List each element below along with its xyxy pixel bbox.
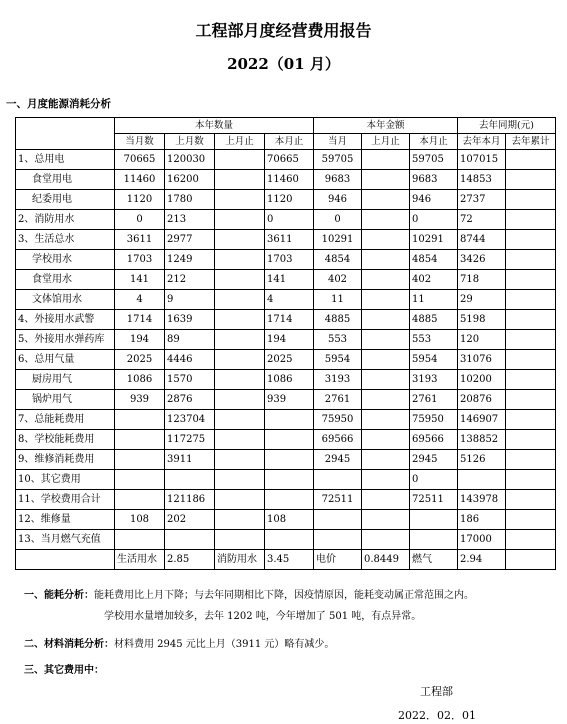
table-row: [16, 270, 556, 290]
table-cell: 5954: [314, 350, 362, 370]
table-cell: 186: [458, 510, 506, 530]
price-row: [16, 550, 556, 570]
row-label: 1、总用电: [16, 150, 115, 170]
table-cell: 0: [265, 210, 314, 230]
table-cell: 70665: [265, 150, 314, 170]
row-label: 食堂用电: [16, 170, 115, 190]
table-cell: [215, 250, 265, 270]
table-cell: [506, 470, 556, 490]
table-row: [16, 190, 556, 210]
table-cell: [506, 250, 556, 270]
table-cell: 2945: [314, 450, 362, 470]
row-label: 11、学校费用合计: [16, 490, 115, 510]
table-cell: [215, 450, 265, 470]
table-cell: [362, 510, 410, 530]
table-row: [16, 210, 556, 230]
table-cell: 1086: [265, 370, 314, 390]
table-cell: [410, 530, 458, 550]
table-cell: [314, 510, 362, 530]
table-cell: [215, 470, 265, 490]
table-cell: [215, 410, 265, 430]
table-cell: 553: [410, 330, 458, 350]
table-cell: 121186: [165, 490, 215, 510]
table-cell: [115, 470, 165, 490]
table-cell: 2761: [314, 390, 362, 410]
table-cell: [165, 470, 215, 490]
table-cell: 2945: [410, 450, 458, 470]
table-cell: [215, 350, 265, 370]
table-cell: 194: [115, 330, 165, 350]
table-cell: 2737: [458, 190, 506, 210]
table-cell: [215, 230, 265, 250]
table-cell: [362, 210, 410, 230]
table-cell: 123704: [165, 410, 215, 430]
table-cell: [506, 410, 556, 430]
table-cell: 89: [165, 330, 215, 350]
table-cell: [265, 410, 314, 430]
table-cell: [215, 210, 265, 230]
table-cell: 8744: [458, 230, 506, 250]
table-cell: [362, 170, 410, 190]
col-header: 当月数: [115, 134, 165, 150]
table-cell: 718: [458, 270, 506, 290]
table-row: [16, 430, 556, 450]
row-label: 8、学校能耗费用: [16, 430, 115, 450]
table-cell: [506, 530, 556, 550]
table-cell: 2761: [410, 390, 458, 410]
price-label: 电价: [314, 550, 362, 570]
table-cell: [362, 230, 410, 250]
table-cell: [115, 450, 165, 470]
table-cell: [506, 490, 556, 510]
table-cell: 212: [165, 270, 215, 290]
col-header: 去年本月: [458, 134, 506, 150]
table-cell: 120030: [165, 150, 215, 170]
table-cell: [506, 270, 556, 290]
table-cell: 9683: [410, 170, 458, 190]
col-header: 去年累计: [506, 134, 556, 150]
table-cell: [115, 530, 165, 550]
row-label: 锅炉用气: [16, 390, 115, 410]
note-material: [24, 638, 334, 652]
table-row: [16, 290, 556, 310]
table-cell: 16200: [165, 170, 215, 190]
table-cell: [362, 250, 410, 270]
section-heading-energy: 一、月度能源消耗分析: [6, 98, 111, 110]
price-value: 2.94: [458, 550, 506, 570]
table-cell: 4885: [410, 310, 458, 330]
table-cell: [165, 530, 215, 550]
table-cell: [410, 510, 458, 530]
table-cell: 202: [165, 510, 215, 530]
table-cell: [362, 470, 410, 490]
report-title: 工程部月度经营费用报告: [195, 21, 372, 40]
table-row: [16, 310, 556, 330]
table-row: [16, 490, 556, 510]
table-row: [16, 390, 556, 410]
col-header: 上月止: [362, 134, 410, 150]
table-cell: 31076: [458, 350, 506, 370]
table-cell: 107015: [458, 150, 506, 170]
table-cell: 72511: [314, 490, 362, 510]
table-cell: 0: [410, 470, 458, 490]
price-value: 2.85: [165, 550, 215, 570]
table-cell: 5126: [458, 450, 506, 470]
row-label: 文体馆用水: [16, 290, 115, 310]
row-label: 12、维修量: [16, 510, 115, 530]
table-cell: 9683: [314, 170, 362, 190]
row-label: 7、总能耗费用: [16, 410, 115, 430]
price-value: 3.45: [265, 550, 314, 570]
table-cell: 2876: [165, 390, 215, 410]
table-cell: 946: [314, 190, 362, 210]
table-cell: [362, 310, 410, 330]
table-row: [16, 530, 556, 550]
table-cell: [506, 330, 556, 350]
table-cell: 0: [410, 210, 458, 230]
table-cell: 553: [314, 330, 362, 350]
table-cell: 3426: [458, 250, 506, 270]
table-cell: 29: [458, 290, 506, 310]
table-cell: [506, 150, 556, 170]
table-cell: 0: [314, 210, 362, 230]
table-cell: [215, 390, 265, 410]
table-cell: [265, 450, 314, 470]
table-cell: 213: [165, 210, 215, 230]
table-cell: [458, 470, 506, 490]
table-cell: 402: [314, 270, 362, 290]
table-row: [16, 250, 556, 270]
table-cell: [362, 490, 410, 510]
table-cell: [362, 370, 410, 390]
row-label: 10、其它费用: [16, 470, 115, 490]
table-cell: 946: [410, 190, 458, 210]
table-cell: 69566: [410, 430, 458, 450]
table-cell: [362, 290, 410, 310]
energy-table: [15, 117, 556, 570]
table-cell: 194: [265, 330, 314, 350]
table-cell: [506, 290, 556, 310]
table-cell: [506, 370, 556, 390]
table-cell: 141: [115, 270, 165, 290]
table-cell: 1639: [165, 310, 215, 330]
table-cell: [506, 210, 556, 230]
table-cell: [362, 190, 410, 210]
row-label: 学校用水: [16, 250, 115, 270]
table-cell: [506, 230, 556, 250]
table-cell: [215, 310, 265, 330]
price-value: 0.8449: [362, 550, 410, 570]
table-cell: [506, 430, 556, 450]
table-cell: [265, 470, 314, 490]
price-label: 生活用水: [115, 550, 165, 570]
row-label: 13、当月燃气充值: [16, 530, 115, 550]
table-cell: 117275: [165, 430, 215, 450]
col-header: 当月: [314, 134, 362, 150]
table-cell: [215, 370, 265, 390]
row-label: 3、生活总水: [16, 230, 115, 250]
price-label: 燃气: [410, 550, 458, 570]
table-cell: 11460: [265, 170, 314, 190]
table-cell: [506, 390, 556, 410]
table-cell: [215, 270, 265, 290]
table-cell: 3193: [410, 370, 458, 390]
table-cell: [506, 450, 556, 470]
table-cell: [362, 350, 410, 370]
table-cell: 3911: [165, 450, 215, 470]
signature-dept: 工程部: [420, 685, 453, 698]
table-cell: [314, 470, 362, 490]
report-subtitle: 2022（01 月）: [227, 55, 340, 73]
table-cell: 2977: [165, 230, 215, 250]
row-label: 9、维修消耗费用: [16, 450, 115, 470]
table-cell: [215, 430, 265, 450]
table-cell: 1120: [115, 190, 165, 210]
note-material-text: 材料费用 2945 元比上月（3911 元）略有减少。: [114, 639, 335, 650]
table-cell: [115, 410, 165, 430]
row-label: 5、外接用水弹药库: [16, 330, 115, 350]
table-cell: [362, 410, 410, 430]
table-cell: 1703: [115, 250, 165, 270]
table-cell: 4: [265, 290, 314, 310]
table-cell: [506, 190, 556, 210]
table-cell: [362, 330, 410, 350]
signature-date: 2022．02．01: [398, 709, 476, 722]
table-cell: 1780: [165, 190, 215, 210]
table-row: [16, 330, 556, 350]
table-cell: 402: [410, 270, 458, 290]
table-cell: [265, 490, 314, 510]
table-row: [16, 350, 556, 370]
table-row: [16, 230, 556, 250]
note-energy-label: 一、能耗分析：: [24, 590, 94, 601]
note-energy: [24, 589, 474, 603]
table-cell: 1086: [115, 370, 165, 390]
table-cell: 4446: [165, 350, 215, 370]
table-cell: 69566: [314, 430, 362, 450]
table-cell: 108: [265, 510, 314, 530]
table-cell: [506, 310, 556, 330]
table-cell: [506, 350, 556, 370]
table-cell: 1714: [115, 310, 165, 330]
table-cell: 1714: [265, 310, 314, 330]
note-energy-text2: 学校用水量增加较多，去年 1202 吨，今年增加了 501 吨，有点异常。: [104, 611, 422, 622]
table-cell: 2025: [265, 350, 314, 370]
table-row: [16, 170, 556, 190]
table-cell: [215, 330, 265, 350]
table-cell: 143978: [458, 490, 506, 510]
table-cell: 75950: [410, 410, 458, 430]
table-cell: 939: [115, 390, 165, 410]
table-cell: 5954: [410, 350, 458, 370]
table-cell: [115, 430, 165, 450]
table-cell: 75950: [314, 410, 362, 430]
row-label: 食堂用水: [16, 270, 115, 290]
table-cell: [362, 430, 410, 450]
table-cell: 14853: [458, 170, 506, 190]
table-row: [16, 150, 556, 170]
header-qty-group: 本年数量: [115, 118, 314, 134]
price-label: 消防用水: [215, 550, 265, 570]
table-cell: [314, 530, 362, 550]
table-group-header-row: [16, 118, 556, 134]
table-row: [16, 510, 556, 530]
table-cell: [362, 390, 410, 410]
table-cell: [362, 150, 410, 170]
table-cell: 5198: [458, 310, 506, 330]
col-header: 上月止: [215, 134, 265, 150]
row-label: 2、消防用水: [16, 210, 115, 230]
table-cell: [362, 270, 410, 290]
header-last-group: 去年同期(元): [458, 118, 556, 134]
price-row-blank: [506, 550, 556, 570]
table-cell: [362, 450, 410, 470]
note-energy-text: 能耗费用比上月下降；与去年同期相比下降，因疫情原因，能耗变动属正常范围之内。: [94, 590, 474, 601]
table-cell: [215, 170, 265, 190]
table-cell: 3611: [265, 230, 314, 250]
table-cell: 108: [115, 510, 165, 530]
header-blank: [16, 118, 115, 150]
note-material-label: 二、材料消耗分析：: [24, 639, 114, 650]
table-cell: 4854: [314, 250, 362, 270]
table-cell: 59705: [314, 150, 362, 170]
table-cell: [265, 530, 314, 550]
row-label: 纪委用电: [16, 190, 115, 210]
header-amt-group: 本年金额: [314, 118, 458, 134]
table-cell: [265, 430, 314, 450]
table-cell: [506, 510, 556, 530]
table-cell: 59705: [410, 150, 458, 170]
table-cell: 11: [314, 290, 362, 310]
table-cell: 11: [410, 290, 458, 310]
col-header: 上月数: [165, 134, 215, 150]
table-cell: [506, 170, 556, 190]
table-cell: 1249: [165, 250, 215, 270]
table-cell: 141: [265, 270, 314, 290]
table-cell: 0: [115, 210, 165, 230]
table-cell: [115, 490, 165, 510]
table-cell: 2025: [115, 350, 165, 370]
row-label: 6、总用气量: [16, 350, 115, 370]
table-cell: 4885: [314, 310, 362, 330]
table-cell: 3193: [314, 370, 362, 390]
table-cell: 146907: [458, 410, 506, 430]
table-cell: 4: [115, 290, 165, 310]
table-cell: 70665: [115, 150, 165, 170]
table-cell: 9: [165, 290, 215, 310]
row-label: 4、外接用水武警: [16, 310, 115, 330]
table-cell: 72511: [410, 490, 458, 510]
table-cell: [215, 190, 265, 210]
table-cell: 10291: [314, 230, 362, 250]
table-cell: 138852: [458, 430, 506, 450]
table-cell: 1703: [265, 250, 314, 270]
table-cell: 10200: [458, 370, 506, 390]
table-cell: 120: [458, 330, 506, 350]
table-cell: [215, 290, 265, 310]
col-header: 本月止: [265, 134, 314, 150]
price-row-blank: [16, 550, 115, 570]
note-other-label: 三、其它费用中：: [24, 665, 104, 676]
row-label: 厨房用气: [16, 370, 115, 390]
table-cell: [215, 490, 265, 510]
table-cell: 10291: [410, 230, 458, 250]
table-row: [16, 410, 556, 430]
table-cell: 4854: [410, 250, 458, 270]
table-cell: 3611: [115, 230, 165, 250]
col-header: 本月止: [410, 134, 458, 150]
table-cell: 1120: [265, 190, 314, 210]
table-row: [16, 470, 556, 490]
table-cell: [362, 530, 410, 550]
table-cell: 17000: [458, 530, 506, 550]
table-row: [16, 450, 556, 470]
table-cell: 72: [458, 210, 506, 230]
table-cell: 20876: [458, 390, 506, 410]
table-cell: [215, 510, 265, 530]
table-cell: [215, 530, 265, 550]
table-cell: 1570: [165, 370, 215, 390]
table-cell: [215, 150, 265, 170]
table-cell: 11460: [115, 170, 165, 190]
table-cell: 939: [265, 390, 314, 410]
table-row: [16, 370, 556, 390]
